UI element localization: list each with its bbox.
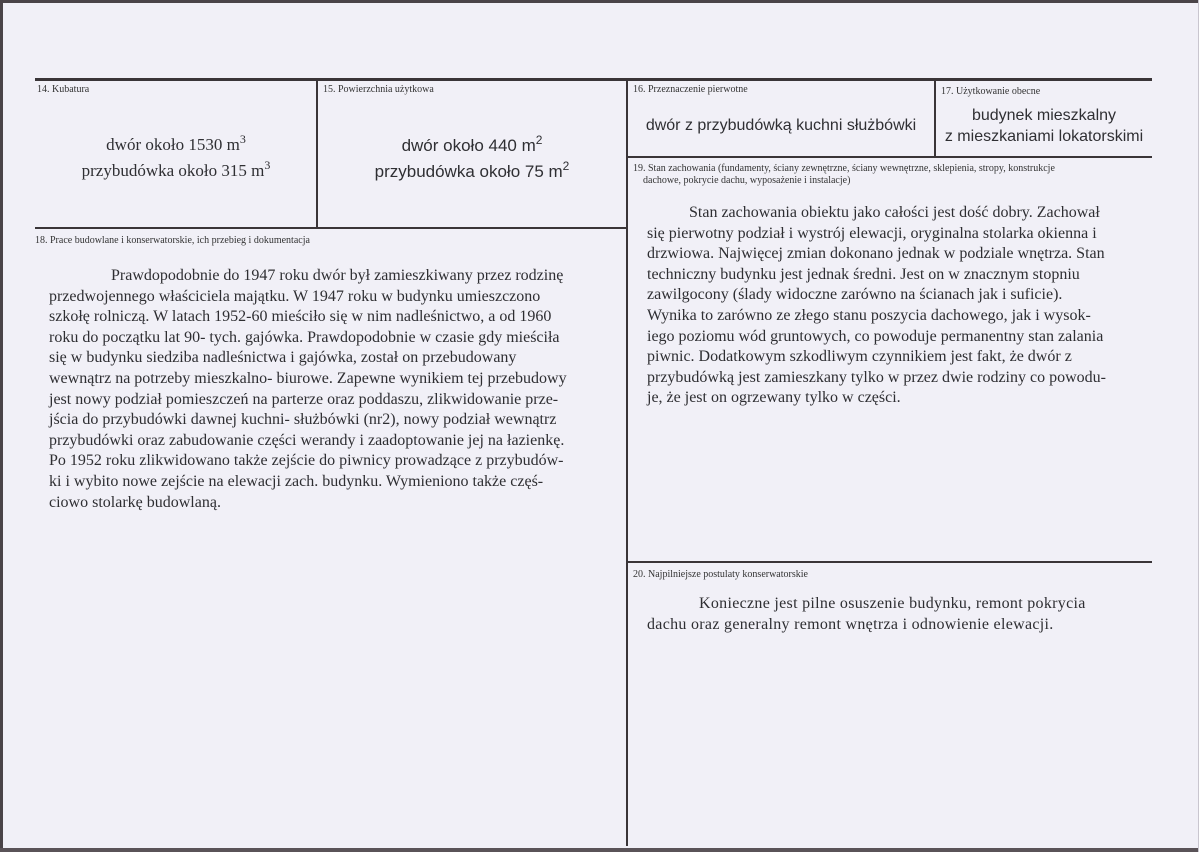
scan-edge-bottom xyxy=(0,848,1199,852)
field-14-label: 14. Kubatura xyxy=(37,84,90,95)
divider-left-right xyxy=(626,79,628,846)
field-18-line: roku do początku lat 90- tych. gajówka. Prawdopodobnie w czasie gdy mieściła xyxy=(49,328,560,346)
field-18-line: ki i wybito nowe zejście na elewacji zach. budynku. Wymieniono także częś- xyxy=(49,472,544,490)
rule-under-16-17 xyxy=(627,156,1152,158)
field-20-line: dachu oraz generalny remont wnętrza i odnowienie elewacji. xyxy=(647,615,1054,633)
field-15-line-2: przybudówka około 75 $m^2$ xyxy=(374,159,570,181)
field-19-line: się pierwotny podział i wystrój elewacji, oryginalna stolarka okienna i xyxy=(647,224,1097,242)
field-18-text xyxy=(49,266,567,513)
field-19-line: piwnic. Dodatkowym szkodliwym czynnikiem jest fakt, że dwór z xyxy=(647,348,1072,366)
field-15-label: 15. Powierzchnia użytkowa xyxy=(323,84,434,95)
field-17-label: 17. Użytkowanie obecne xyxy=(941,86,1041,97)
field-18-line: Prawdopodobnie do 1947 roku dwór był zamieszkiwany przez rodzinę xyxy=(111,267,564,284)
field-18-line: szkołę rolniczą. W latach 1952-60 mieściło się w nim nadleśnictwo, a od 1960 xyxy=(49,308,552,326)
scan-edge-top xyxy=(0,0,1199,3)
field-19-line: Wynika to zarówno ze złego stanu poszycia dachowego, jak i wysok- xyxy=(647,306,1091,324)
field-17-line-2: z mieszkaniami lokatorskimi xyxy=(944,128,1144,145)
field-19-line: drzwiowa. Najwięcej zmian dokonano jednak w podziale wnętrza. Stan xyxy=(647,245,1105,263)
field-19-label-line-1: 19. Stan zachowania (fundamenty, ściany zewnętrzne, ściany wewnętrzne, sklepienia, stropy, konstrukcje xyxy=(633,163,1055,174)
field-20-label: 20. Najpilniejsze postulaty konserwatorskie xyxy=(633,569,808,580)
field-18-label: 18. Prace budowlane i konserwatorskie, ich przebieg i dokumentacja xyxy=(35,235,310,246)
top-rule xyxy=(35,78,1152,81)
field-18-line: Po 1952 roku zlikwidowano także zejście do piwnicy prowadzące z przybudów- xyxy=(49,452,564,470)
field-19-label-line-2: dachowe, pokrycie dachu, wyposażenie i instalacje) xyxy=(643,175,851,186)
field-18-line: ciowo stolarkę budowlaną. xyxy=(49,493,221,511)
rule-under-14-15 xyxy=(35,227,627,229)
field-19-line: iego poziomu wód gruntowych, co powoduje permanentny stan zalania xyxy=(647,327,1104,345)
rule-above-20 xyxy=(627,561,1152,563)
field-19-line: zawilgocony (ślady widoczne zarówno na ścianach jak i suficie). xyxy=(647,286,1063,304)
field-16-label: 16. Przeznaczenie pierwotne xyxy=(633,84,748,95)
scan-edge-left xyxy=(0,0,3,852)
field-15-line-1: dwór około 440 $m^2$ xyxy=(401,133,543,155)
field-14-line-1: dwór około 1530 $m^3$ xyxy=(106,132,246,154)
field-18-line: przedwojennego właściciela majątku. W 1947 roku w budynku umieszczono xyxy=(49,287,541,305)
field-19-line: Stan zachowania obiektu jako całości jest dość dobry. Zachował xyxy=(689,204,1100,221)
field-17-value xyxy=(936,105,1152,147)
field-17-line-1: budynek mieszkalny xyxy=(971,107,1117,124)
field-18-line: przybudówki oraz zabudowanie części werandy i zaadoptowanie jej na łazienkę. xyxy=(49,431,565,449)
field-20-text xyxy=(647,594,1086,635)
field-19-line: je, że jest on ogrzewany tylko w części. xyxy=(647,389,901,407)
field-19-line: przybudówką jest zamieszkany tylko w przez dwie rodziny co powodu- xyxy=(647,368,1106,386)
field-18-line: jest nowy podział pomieszczeń na parterze oraz poddaszu, zlikwidowanie prze- xyxy=(49,390,559,408)
field-14-line-2: przybudówka około 315 $m^3$ xyxy=(81,158,271,180)
field-18-line: się w budynku siedziba nadleśnictwa i gajówka, został on przebudowany xyxy=(49,349,517,367)
field-19-line: techniczny budynku jest jednak średni. Jest on w znacznym stopniu xyxy=(647,265,1080,283)
field-15-value xyxy=(318,133,626,185)
field-19-text xyxy=(647,203,1106,409)
field-14-value xyxy=(36,132,316,184)
field-20-line: Konieczne jest pilne osuszenie budynku, remont pokrycia xyxy=(699,595,1086,612)
field-18-line: wewnątrz na potrzeby mieszkalno- biurowe. Zapewne wynikiem tej przebudowy xyxy=(49,369,567,387)
field-18-line: jścia do przybudówki dawnej kuchni- służbówki (nr2), nowy podział wewnątrz xyxy=(49,411,557,429)
field-16-value: dwór z przybudówką kuchni służbówki xyxy=(645,117,917,134)
